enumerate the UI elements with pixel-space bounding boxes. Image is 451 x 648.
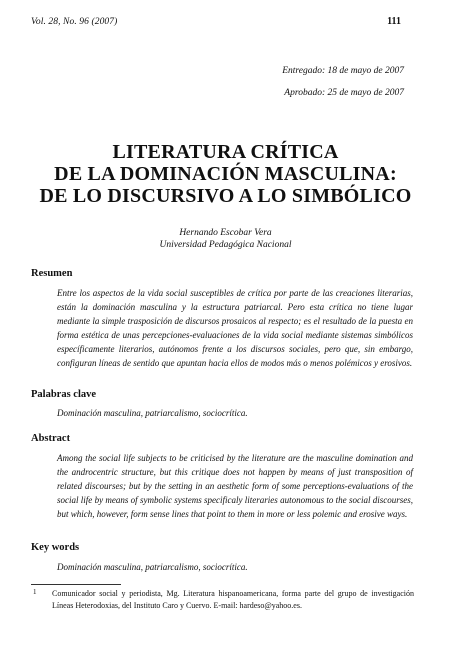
footnote-mark: 1 [33, 588, 37, 596]
footnote-divider [31, 584, 121, 585]
title-line-2: DE LA DOMINACIÓN MASCULINA: [54, 163, 397, 185]
footnote-text: Comunicador social y periodista, Mg. Literatura hispanoamericana, forma parte del grupo de investigación Líneas Heterodoxias, del Instituto Caro y Cuervo. E-mail: hardeso@yahoo.es. [52, 589, 414, 610]
abstract-text: Among the social life subjects to be criticised by the literature are the masculine domination and the androcentric structure, but this critique does not happen by means of just transposition of related discourses; but by the setting in an aesthetic form of some perceptions-evaluations of the social life by means of symbolic systems specificaly literaries autonomous to the social discourses, but which, however, form sense lines that point to them in more or less polemic and erosive ways. [57, 453, 413, 519]
author-name: Hernando Escobar Vera [179, 228, 272, 238]
approved-date: Aprobado: 25 de mayo de 2007 [284, 88, 404, 98]
key-words-text: Dominación masculina, patriarcalismo, sociocrítica. [57, 562, 248, 572]
title-line-1: LITERATURA CRÍTICA [112, 141, 339, 163]
author-affiliation: Universidad Pedagógica Nacional [159, 240, 292, 250]
article-title [0, 141, 451, 207]
title-line-3: DE LO DISCURSIVO A LO SIMBÓLICO [39, 185, 412, 207]
resumen-heading: Resumen [31, 268, 73, 279]
resumen-text: Entre los aspectos de la vida social susceptibles de crítica por parte de las creaciones literarias, están la dominación masculina y la estructura patriarcal. Pero esta crítica no tiene lugar mediante la simple trasposición de discursos prosaicos al respecto; es el resultado de la puesta en forma estética de unas percepciones-evaluaciones de la vida social mediante sistemas simbólicos específicamente literarios, autónomos frente a los discursos sociales, pero que, sin embargo, configuran líneas de sentido que apuntan hacia ellos de modos más o menos polémicos y erosivos. [57, 288, 413, 368]
palabras-clave-text: Dominación masculina, patriarcalismo, sociocrítica. [57, 408, 248, 418]
author-block [0, 227, 451, 251]
page-number: 111 [387, 16, 401, 27]
abstract-heading: Abstract [31, 433, 71, 444]
submission-dates [282, 60, 404, 104]
palabras-clave-heading: Palabras clave [31, 389, 97, 400]
key-words-heading: Key words [31, 542, 80, 553]
running-head: Vol. 28, No. 96 (2007) [31, 17, 118, 27]
received-date: Entregado: 18 de mayo de 2007 [282, 66, 404, 76]
